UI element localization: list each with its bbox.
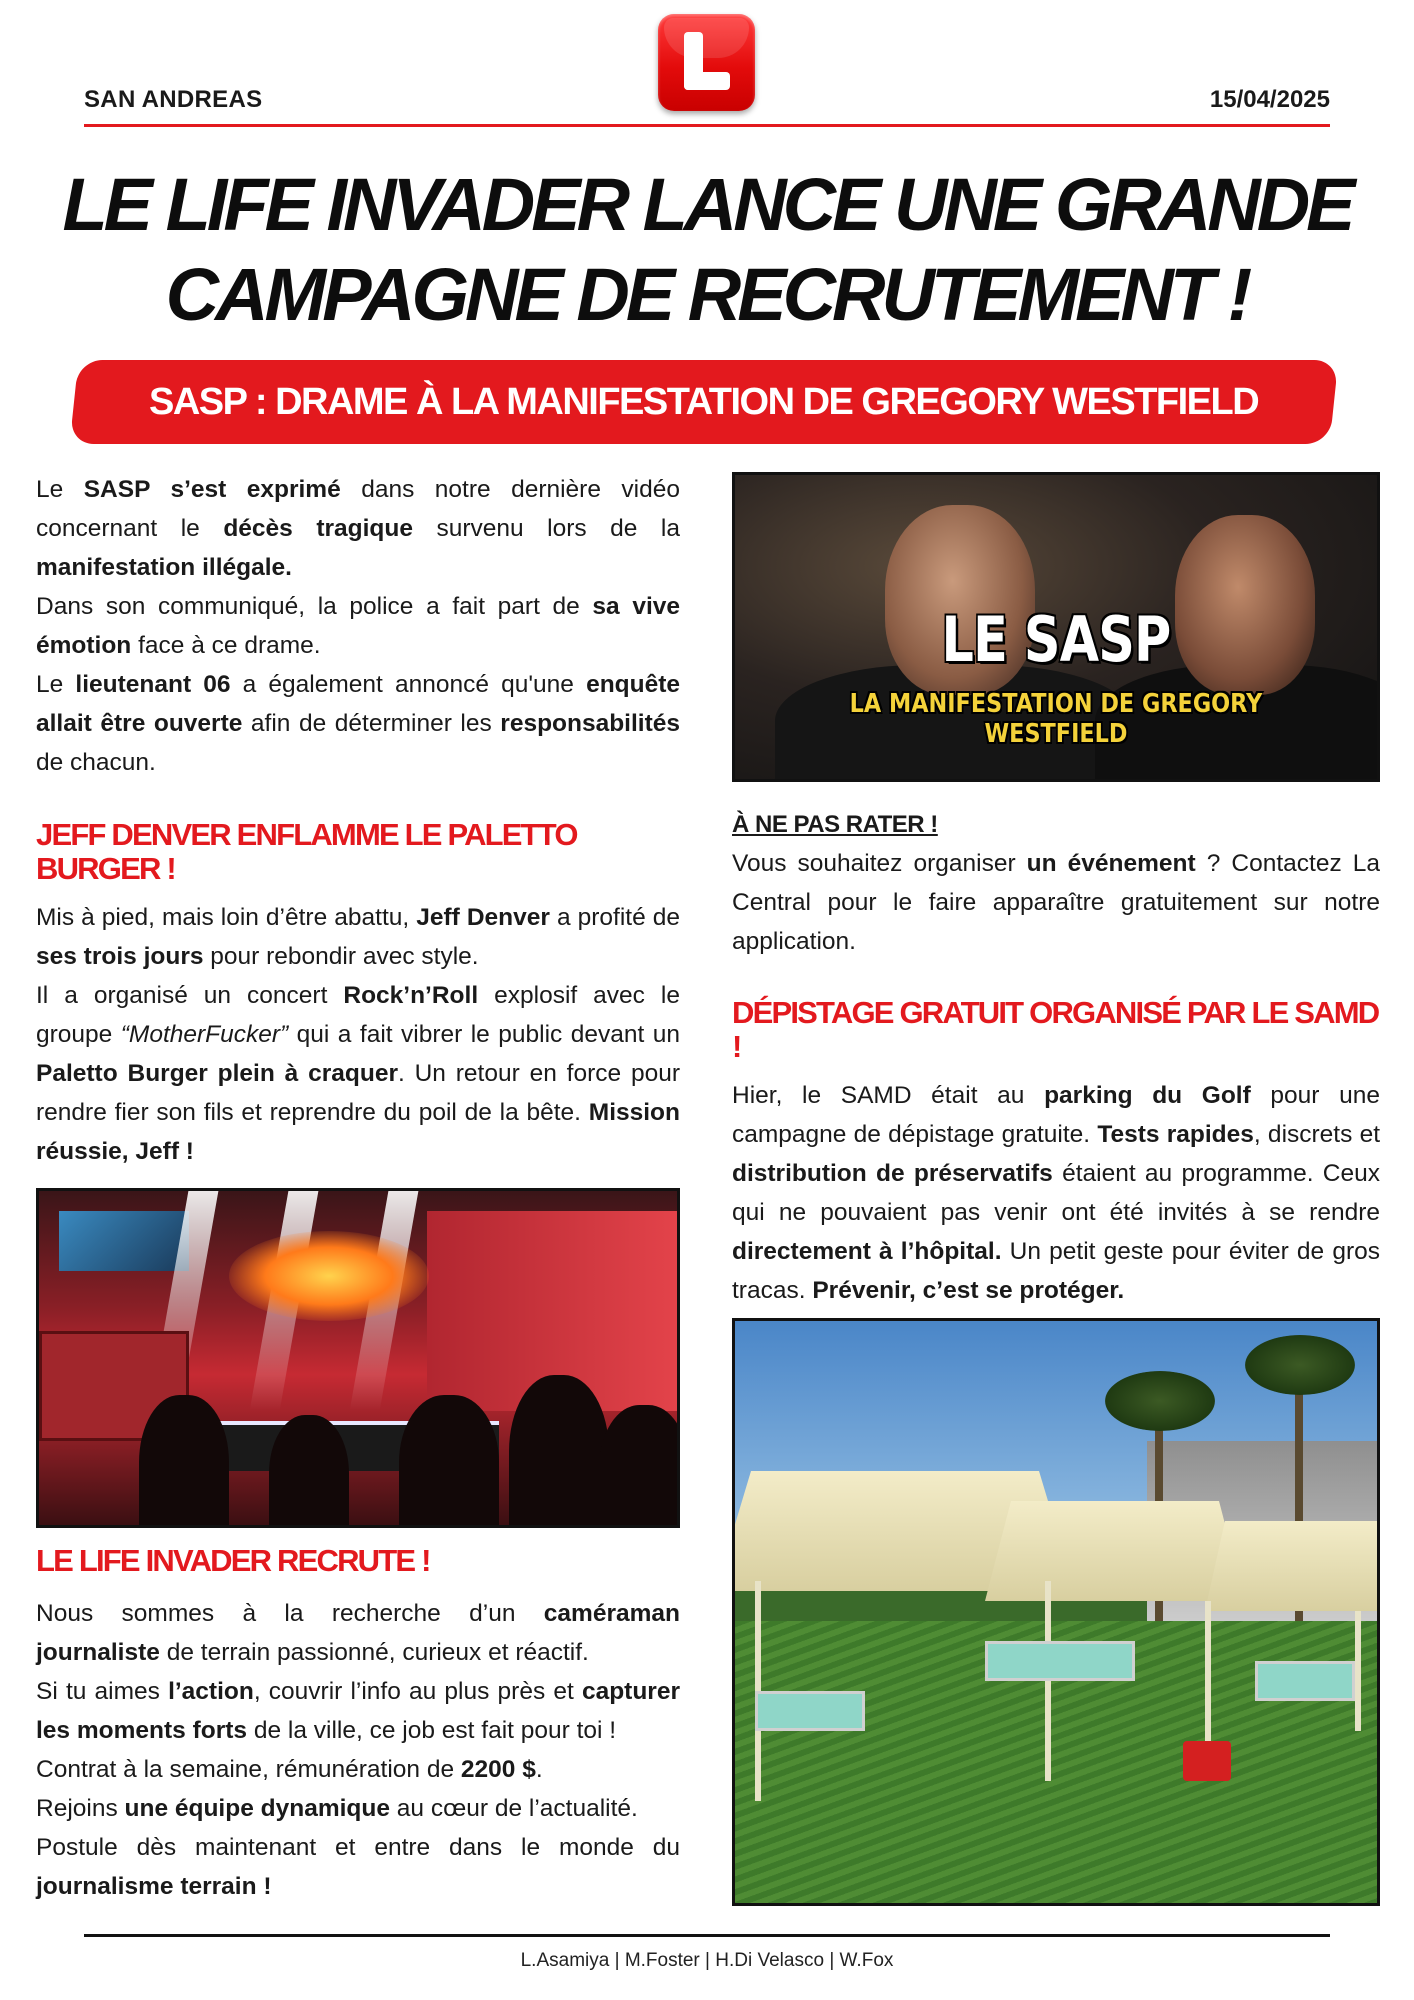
text-run: pour rebondir avec style. bbox=[203, 943, 479, 970]
medical-kit-icon bbox=[1183, 1741, 1231, 1781]
text-run: Jeff Denver bbox=[416, 904, 550, 931]
recrute-paragraph-2 bbox=[36, 1672, 680, 1750]
text-run: Prévenir, c’est se protéger. bbox=[812, 1277, 1125, 1304]
thumbnail-title: LE SASP bbox=[941, 603, 1171, 676]
text-run: Paletto Burger plein à craquer bbox=[36, 1060, 398, 1087]
life-invader-logo bbox=[658, 14, 755, 111]
text-run: Contrat à la semaine, rémunération de bbox=[36, 1756, 461, 1783]
jeff-article bbox=[36, 818, 680, 1171]
text-run: Nous sommes à la recherche d’un bbox=[36, 1600, 544, 1627]
issue-date: 15/04/2025 bbox=[1209, 86, 1330, 113]
text-run: , couvrir l’info au plus près et bbox=[253, 1678, 582, 1705]
depistage-article-title: DÉPISTAGE GRATUIT ORGANISÉ PAR LE SAMD ! bbox=[732, 995, 1379, 1064]
author-1: L.Asamiya bbox=[520, 1950, 610, 1971]
rater-article bbox=[732, 810, 1380, 961]
text-run: Le bbox=[36, 671, 76, 698]
headline-line-1: LE LIFE INVADER LANCE UNE GRANDE bbox=[62, 163, 1352, 246]
thumbnail-subtitle: LA MANIFESTATION DE GREGORY WESTFIELD bbox=[849, 689, 1263, 749]
author-4: W.Fox bbox=[839, 1950, 894, 1971]
recrute-paragraph-3 bbox=[36, 1750, 680, 1789]
header-divider bbox=[84, 124, 1330, 127]
text-run: Dans son communiqué, la police a fait part de bbox=[36, 593, 593, 620]
text-run: Tests rapides bbox=[1097, 1121, 1254, 1148]
text-run: pour une campagne de dépistage gratuite. bbox=[732, 1082, 1380, 1148]
text-run: SASP s’est exprimé bbox=[83, 476, 341, 503]
text-run: un événement bbox=[1026, 850, 1196, 877]
footer-authors: L.Asamiya | M.Foster | H.Di Velasco | W.Fox bbox=[520, 1950, 894, 1971]
text-run: face à ce drame. bbox=[131, 632, 321, 659]
text-run: Vous souhaitez organiser bbox=[732, 850, 1027, 877]
text-run: a profité de bbox=[549, 904, 680, 931]
text-run: ses trois jours bbox=[36, 943, 204, 970]
text-run: de terrain passionné, curieux et réactif. bbox=[159, 1639, 589, 1666]
text-run: parking du Golf bbox=[1044, 1082, 1251, 1109]
text-run: distribution de préservatifs bbox=[732, 1160, 1053, 1187]
text-run: . bbox=[535, 1756, 543, 1783]
text-run: “MotherFucker” bbox=[120, 1021, 289, 1048]
text-run: capturer les moments forts bbox=[36, 1678, 680, 1744]
headline-line-2: CAMPAGNE DE RECRUTEMENT ! bbox=[165, 253, 1249, 336]
text-run: de la ville, ce job est fait pour toi ! bbox=[247, 1717, 617, 1744]
text-run: 2200 $ bbox=[460, 1756, 536, 1783]
text-run: explosif avec le groupe bbox=[36, 982, 680, 1048]
text-run: lieutenant 06 bbox=[75, 671, 231, 698]
text-run: Rejoins bbox=[36, 1795, 125, 1822]
recrute-paragraph-4 bbox=[36, 1789, 680, 1828]
text-run: l’action bbox=[168, 1678, 254, 1705]
jeff-paragraph-1 bbox=[36, 898, 680, 976]
sub-headline-banner bbox=[70, 360, 1339, 444]
text-run: directement à l’hôpital. bbox=[732, 1238, 1002, 1265]
text-run: caméraman journaliste bbox=[36, 1600, 680, 1666]
text-run: dans notre dernière vidéo concernant le bbox=[36, 476, 680, 542]
sasp-video-thumbnail bbox=[732, 472, 1380, 782]
text-run: Le bbox=[36, 476, 84, 503]
text-run: Rock’n’Roll bbox=[343, 982, 479, 1009]
text-run: Hier, le SAMD était au bbox=[732, 1082, 1045, 1109]
banner-text: SASP : DRAME À LA MANIFESTATION DE GREGORY WESTFIELD bbox=[149, 381, 1259, 423]
recrute-paragraph-5 bbox=[36, 1828, 680, 1906]
text-run: enquête allait être ouverte bbox=[36, 671, 681, 737]
text-run: décès tragique bbox=[223, 515, 413, 542]
text-run: ? Contactez La Central pour le faire apparaître gratuitement sur notre application. bbox=[732, 850, 1380, 955]
depistage-paragraph-1 bbox=[732, 1076, 1380, 1310]
author-3: H.Di Velasco bbox=[715, 1950, 825, 1971]
text-run: une équipe dynamique bbox=[124, 1795, 390, 1822]
sasp-article bbox=[36, 470, 680, 782]
sasp-paragraph-3 bbox=[36, 665, 680, 782]
sasp-paragraph-1 bbox=[36, 470, 680, 587]
text-run: de chacun. bbox=[36, 749, 156, 776]
text-run: Mission réussie, Jeff ! bbox=[36, 1099, 680, 1165]
text-run: Un petit geste pour éviter de gros tracas. bbox=[732, 1238, 1380, 1304]
text-run: qui a fait vibrer le public devant un bbox=[288, 1021, 680, 1048]
jeff-article-title: JEFF DENVER ENFLAMME LE PALETTO BURGER ! bbox=[36, 817, 577, 886]
footer-divider bbox=[84, 1934, 1330, 1937]
text-run: Mis à pied, mais loin d’être abattu, bbox=[36, 904, 417, 931]
recrute-paragraph-1 bbox=[36, 1594, 680, 1672]
samd-tents-photo bbox=[732, 1318, 1380, 1906]
recrute-article bbox=[36, 1544, 680, 1906]
rater-article-title: À NE PAS RATER ! bbox=[732, 811, 938, 838]
text-run: journalisme terrain ! bbox=[36, 1873, 272, 1900]
rater-paragraph-1 bbox=[732, 844, 1380, 961]
text-run: a également annoncé qu'une bbox=[230, 671, 587, 698]
location-label: SAN ANDREAS bbox=[84, 86, 263, 113]
jeff-paragraph-2 bbox=[36, 976, 680, 1171]
text-run: afin de déterminer les bbox=[242, 710, 501, 737]
text-run: manifestation illégale. bbox=[36, 554, 292, 581]
recrute-article-title: LE LIFE INVADER RECRUTE ! bbox=[36, 1543, 430, 1578]
sasp-paragraph-2 bbox=[36, 587, 680, 665]
text-run: responsabilités bbox=[500, 710, 681, 737]
author-2: M.Foster bbox=[624, 1950, 700, 1971]
text-run: sa vive émotion bbox=[36, 593, 681, 659]
text-run: étaient au programme. Ceux qui ne pouvaient pas venir ont été invités à se rendre bbox=[732, 1160, 1380, 1226]
text-run: . Un retour en force pour rendre fier son fils et reprendre du poil de la bête. bbox=[36, 1060, 680, 1126]
concert-photo bbox=[36, 1188, 680, 1528]
text-run: , discrets et bbox=[1253, 1121, 1381, 1148]
depistage-article bbox=[732, 996, 1380, 1310]
text-run: Postule dès maintenant et entre dans le monde du bbox=[36, 1834, 680, 1861]
text-run: au cœur de l’actualité. bbox=[389, 1795, 638, 1822]
main-headline bbox=[20, 160, 1394, 340]
text-run: survenu lors de la bbox=[412, 515, 680, 542]
text-run: Il a organisé un concert bbox=[36, 982, 344, 1009]
text-run: Si tu aimes bbox=[36, 1678, 169, 1705]
